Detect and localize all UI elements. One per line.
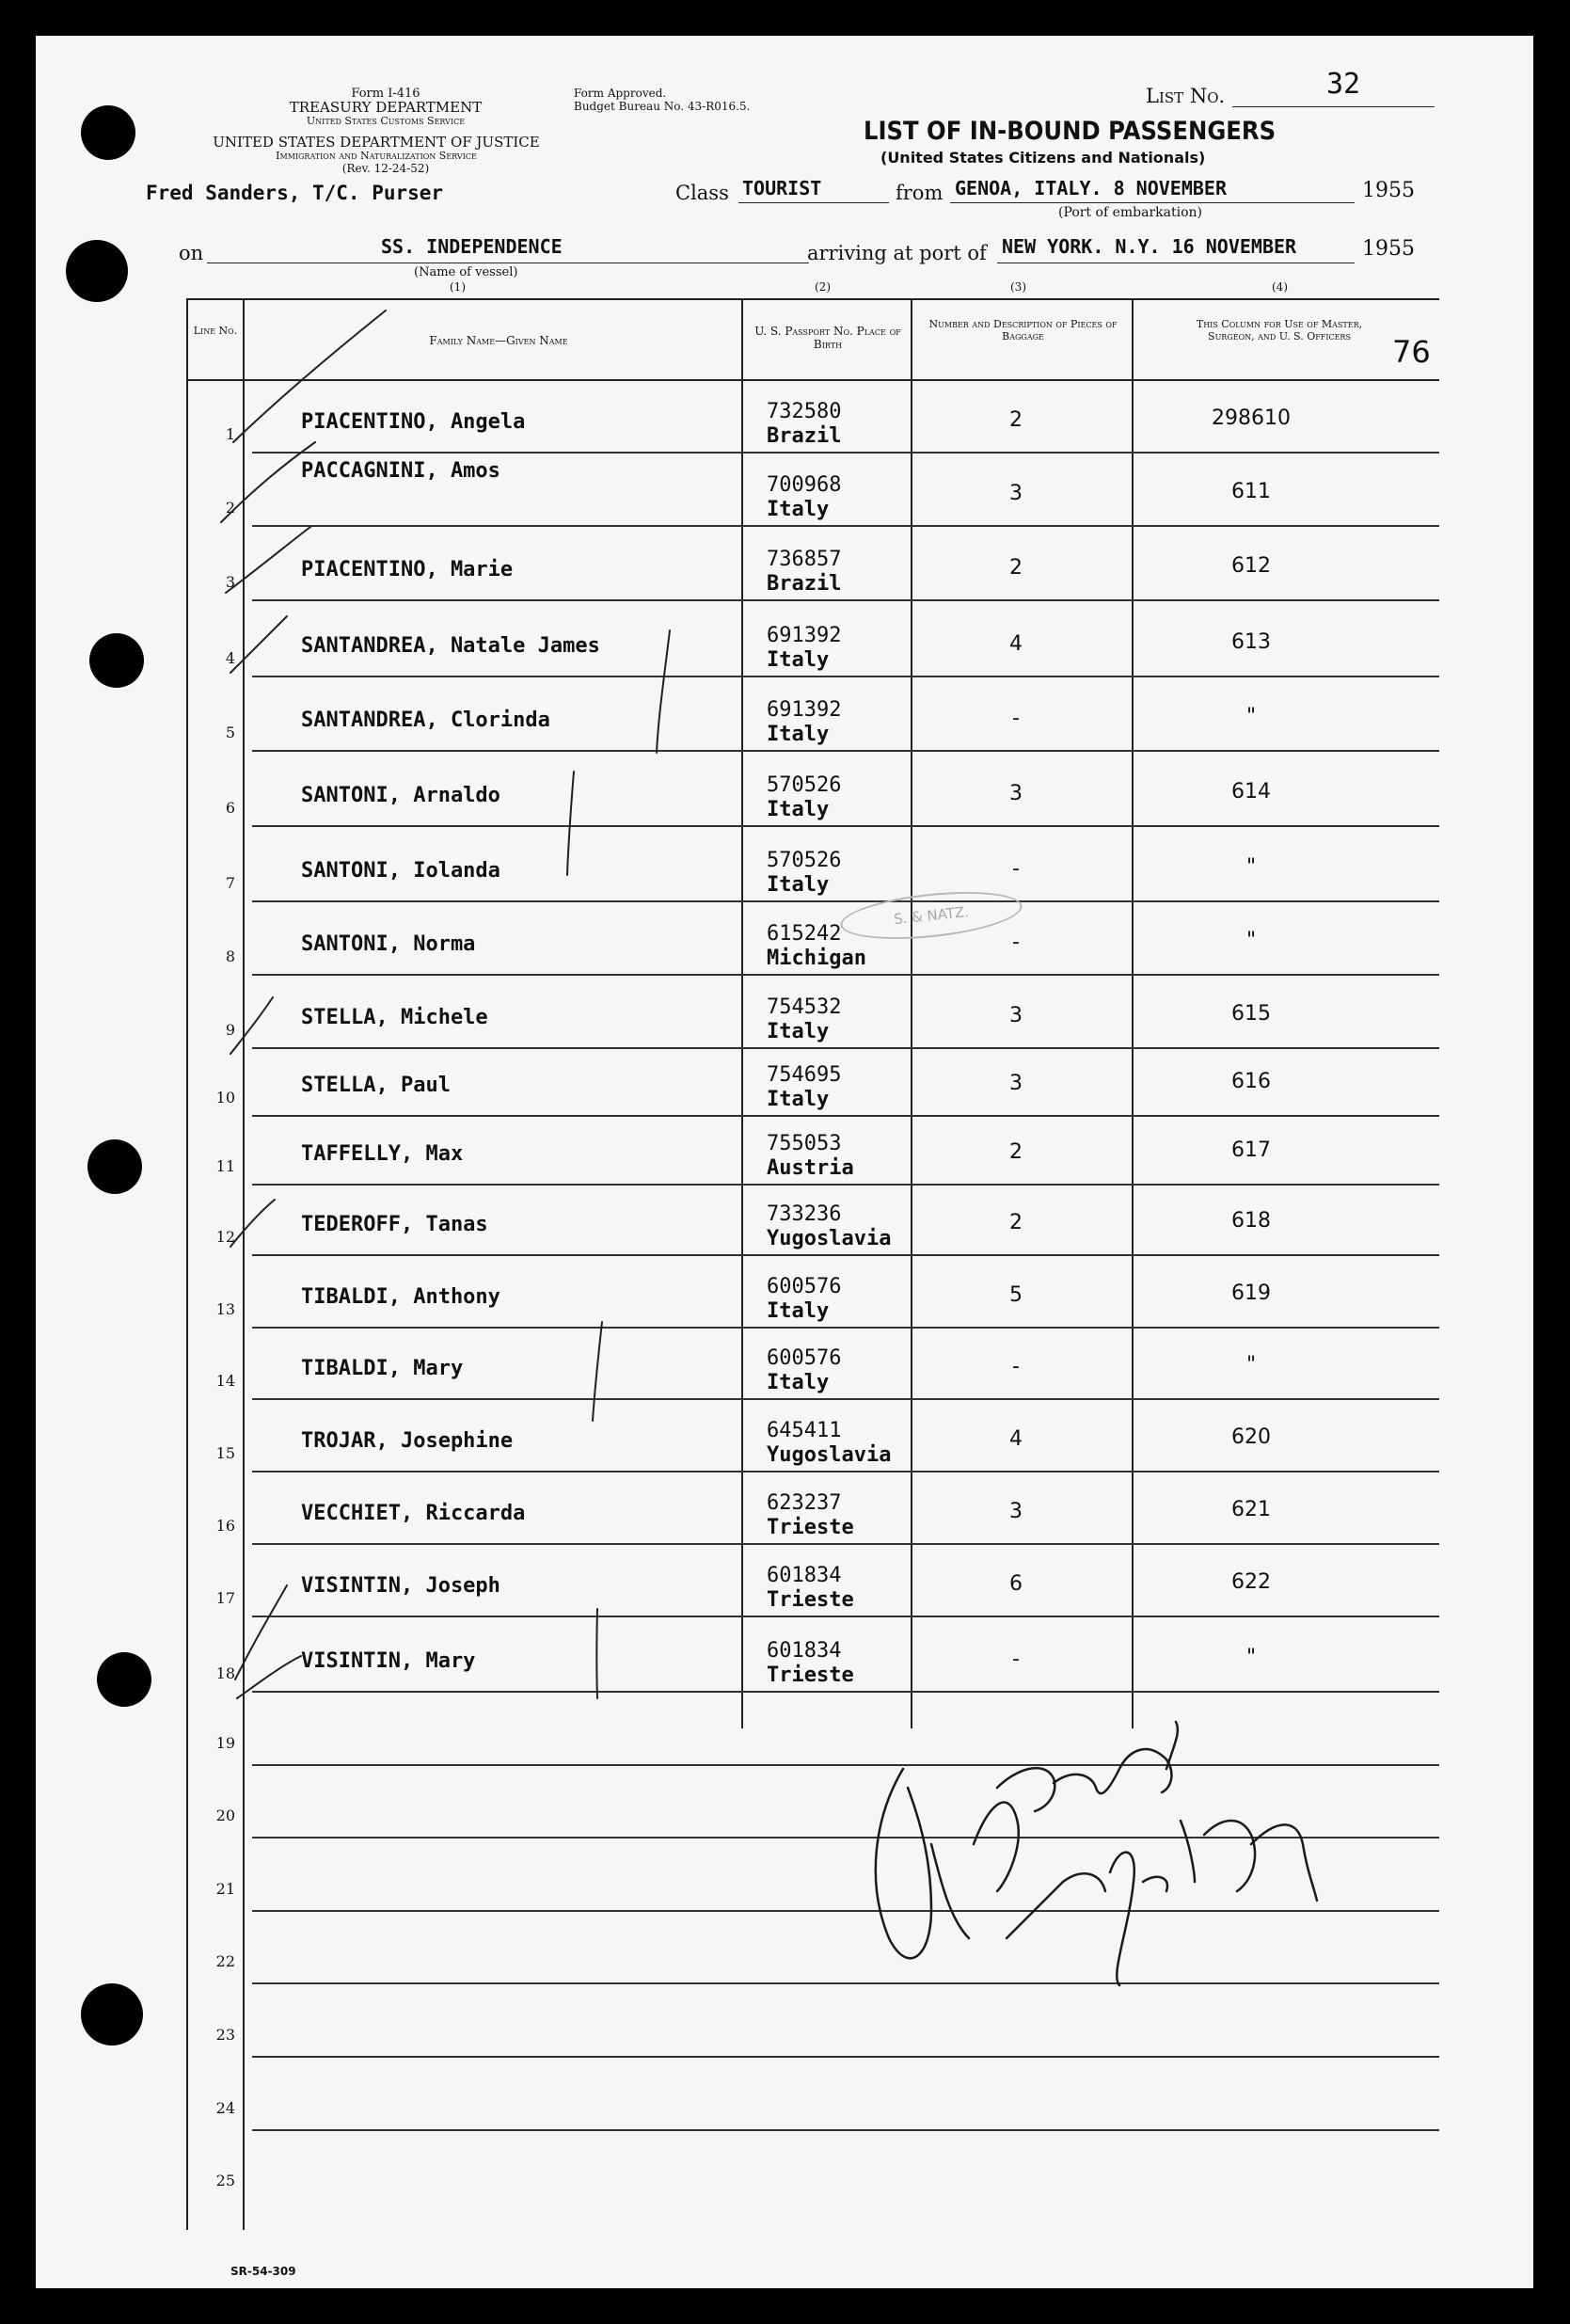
line-number: 6: [225, 799, 235, 817]
officer-column-value: 621: [1231, 1498, 1271, 1521]
on-label: on: [179, 242, 204, 264]
line-number: 15: [215, 1444, 235, 1462]
line-number: 5: [225, 724, 235, 741]
ins-service: Immigration and Naturalization Service: [276, 150, 477, 162]
place-of-birth: Trieste: [767, 1588, 854, 1612]
arrival-port: NEW YORK. N.Y. 16 NOVEMBER: [1002, 235, 1297, 258]
line-number: 16: [215, 1517, 235, 1535]
passport-number: 733236: [767, 1202, 842, 1226]
passenger-name: TIBALDI, Mary: [301, 1357, 464, 1380]
passport-number: 691392: [767, 624, 842, 647]
baggage-count: 4: [1009, 1427, 1023, 1451]
form-title: LIST OF IN-BOUND PASSENGERS: [864, 117, 1277, 146]
officer-column-value: 614: [1231, 780, 1271, 804]
line-number: 14: [215, 1372, 235, 1390]
col-1-number: (1): [450, 280, 466, 294]
arriving-label: arriving at port of: [807, 242, 987, 264]
list-number: 32: [1326, 68, 1361, 101]
revision: (Rev. 12-24-52): [341, 162, 430, 175]
list-no-label: List No.: [1146, 85, 1226, 107]
header-line-no: Line No.: [193, 325, 238, 337]
officer-column-value: 622: [1231, 1570, 1271, 1594]
passenger-name: SANTANDREA, Natale James: [301, 634, 600, 658]
from-year: 1955: [1362, 179, 1415, 202]
place-of-birth: Brazil: [767, 572, 842, 596]
vessel-name: SS. INDEPENDENCE: [381, 235, 563, 258]
passport-number: 601834: [767, 1639, 842, 1663]
passenger-name: STELLA, Paul: [301, 1074, 451, 1097]
passport-number: 623237: [767, 1491, 842, 1515]
passenger-name: SANTONI, Arnaldo: [301, 784, 500, 807]
officer-column-value: 616: [1231, 1070, 1271, 1093]
form-footer: SR-54-309: [230, 2265, 296, 2278]
line-number: 20: [215, 1807, 235, 1824]
officer-column-value: 620: [1231, 1425, 1271, 1449]
header-name: Family Name—Given Name: [429, 334, 568, 347]
form-approved: Form Approved.: [574, 87, 667, 100]
line-number: 19: [215, 1734, 235, 1752]
line-number: 24: [215, 2099, 235, 2117]
place-of-birth: Yugoslavia: [767, 1443, 892, 1467]
baggage-count: -: [1012, 1355, 1020, 1378]
officer-column-value: ": [1245, 855, 1257, 879]
col-3-number: (3): [1010, 280, 1026, 294]
baggage-count: 5: [1009, 1283, 1023, 1307]
passenger-name: PIACENTINO, Angela: [301, 410, 526, 434]
passport-number: 615242: [767, 922, 842, 946]
line-number: 18: [215, 1664, 235, 1682]
baggage-count: -: [1012, 1647, 1020, 1671]
passport-number: 645411: [767, 1419, 842, 1442]
passport-number: 691392: [767, 698, 842, 722]
officer-column-value: 617: [1231, 1138, 1271, 1162]
baggage-count: 2: [1009, 556, 1023, 580]
officer-column-value: ": [1245, 705, 1257, 728]
line-number: 7: [225, 874, 235, 892]
form-subtitle: (United States Citizens and Nationals): [880, 149, 1206, 167]
passport-number: 754532: [767, 995, 842, 1019]
passport-number: 570526: [767, 773, 842, 797]
place-of-birth: Yugoslavia: [767, 1227, 892, 1250]
line-number: 23: [215, 2026, 235, 2044]
treasury-dept: TREASURY DEPARTMENT: [289, 99, 483, 116]
col-2-number: (2): [815, 280, 831, 294]
officer-column-value: 612: [1231, 554, 1271, 578]
place-of-birth: Trieste: [767, 1516, 854, 1539]
passport-number: 600576: [767, 1275, 842, 1298]
class-label: Class: [675, 182, 729, 204]
line-number: 13: [215, 1300, 235, 1318]
inspection-stamp: S. & NATZ.: [838, 884, 1024, 947]
col-4-number: (4): [1272, 280, 1288, 294]
passport-number: 732580: [767, 400, 842, 423]
passenger-name: PIACENTINO, Marie: [301, 558, 514, 581]
passport-number: 600576: [767, 1346, 842, 1370]
budget-bureau: Budget Bureau No. 43-R016.5.: [574, 100, 751, 113]
passenger-name: VECCHIET, Riccarda: [301, 1502, 526, 1525]
place-of-birth: Austria: [767, 1156, 854, 1180]
passport-number: 754695: [767, 1063, 842, 1087]
passport-number: 736857: [767, 548, 842, 571]
baggage-count: 4: [1009, 632, 1023, 656]
baggage-count: 2: [1009, 408, 1023, 432]
officer-column-value: ": [1245, 1353, 1257, 1377]
line-number: 17: [215, 1589, 235, 1607]
header-baggage: Number and Description of Pieces of Baggage: [928, 318, 1118, 342]
header-officers: This Column for Use of Master, Surgeon, and U. S. Officers: [1196, 318, 1363, 342]
baggage-count: 3: [1009, 1072, 1023, 1095]
purser: Fred Sanders, T/C. Purser: [146, 182, 444, 204]
baggage-count: 2: [1009, 1140, 1023, 1164]
place-of-birth: Italy: [767, 798, 830, 821]
passenger-name: TROJAR, Josephine: [301, 1429, 514, 1453]
baggage-count: 3: [1009, 1500, 1023, 1523]
line-number: 3: [225, 573, 235, 591]
place-of-birth: Italy: [767, 498, 830, 521]
officer-column-value: 619: [1231, 1281, 1271, 1305]
line-number: 11: [215, 1157, 235, 1175]
port-embark-label: (Port of embarkation): [1058, 205, 1202, 220]
from-label: from: [896, 182, 944, 204]
place-of-birth: Italy: [767, 648, 830, 672]
page-number: 76: [1392, 334, 1431, 370]
passport-number: 570526: [767, 849, 842, 872]
officer-column-value: 611: [1231, 480, 1271, 503]
passenger-name: PACCAGNINI, Amos: [301, 459, 500, 483]
form-number: Form I-416: [351, 87, 420, 101]
class-value: TOURIST: [742, 177, 822, 199]
line-number: 2: [225, 499, 235, 517]
passenger-name: TIBALDI, Anthony: [301, 1285, 500, 1309]
baggage-count: 3: [1009, 482, 1023, 505]
line-number: 10: [215, 1089, 235, 1106]
purser-signature: [903, 1769, 908, 1770]
line-number: 21: [215, 1880, 235, 1898]
passenger-name: SANTONI, Iolanda: [301, 859, 500, 883]
place-of-birth: Italy: [767, 1020, 830, 1043]
baggage-count: 2: [1009, 1211, 1023, 1234]
officer-column-value: 618: [1231, 1209, 1271, 1233]
passport-number: 755053: [767, 1132, 842, 1155]
passenger-name: STELLA, Michele: [301, 1006, 488, 1029]
passenger-name: TAFFELLY, Max: [301, 1142, 464, 1166]
passport-number: 601834: [767, 1564, 842, 1587]
line-number: 1: [225, 425, 235, 443]
passenger-name: SANTONI, Norma: [301, 932, 476, 956]
place-of-birth: Italy: [767, 873, 830, 897]
place-of-birth: Italy: [767, 1088, 830, 1111]
baggage-count: 3: [1009, 782, 1023, 805]
passenger-name: VISINTIN, Mary: [301, 1649, 476, 1673]
place-of-birth: Italy: [767, 1371, 830, 1394]
place-of-birth: Italy: [767, 1299, 830, 1323]
passport-number: 700968: [767, 473, 842, 497]
officer-column-value: ": [1245, 1646, 1257, 1669]
embark-port: GENOA, ITALY. 8 NOVEMBER: [955, 177, 1227, 199]
baggage-count: -: [1012, 857, 1020, 881]
officer-column-value: 615: [1231, 1002, 1271, 1026]
passenger-name: SANTANDREA, Clorinda: [301, 708, 550, 732]
baggage-count: 3: [1009, 1004, 1023, 1027]
place-of-birth: Trieste: [767, 1663, 854, 1687]
line-number: 9: [225, 1021, 235, 1039]
place-of-birth: Italy: [767, 723, 830, 746]
officer-column-value: ": [1245, 929, 1257, 952]
customs-service: United States Customs Service: [306, 115, 466, 127]
line-number: 12: [215, 1228, 235, 1246]
line-number: 22: [215, 1952, 235, 1970]
justice-dept: UNITED STATES DEPARTMENT OF JUSTICE: [213, 134, 540, 151]
place-of-birth: Brazil: [767, 424, 842, 448]
baggage-count: -: [1012, 707, 1020, 730]
officer-column-value: 298610: [1212, 406, 1291, 430]
line-number: 4: [225, 649, 235, 667]
line-number: 8: [225, 947, 235, 965]
header-passport: U. S. Passport No. Place of Birth: [754, 325, 901, 351]
place-of-birth: Michigan: [767, 947, 866, 970]
passenger-name: TEDEROFF, Tanas: [301, 1213, 488, 1236]
passenger-name: VISINTIN, Joseph: [301, 1574, 500, 1598]
baggage-count: 6: [1009, 1572, 1023, 1596]
baggage-count: -: [1012, 931, 1020, 954]
vessel-label: (Name of vessel): [414, 265, 518, 279]
line-number: 25: [215, 2172, 235, 2189]
officer-column-value: 613: [1231, 630, 1271, 654]
arrival-year: 1955: [1362, 237, 1415, 261]
